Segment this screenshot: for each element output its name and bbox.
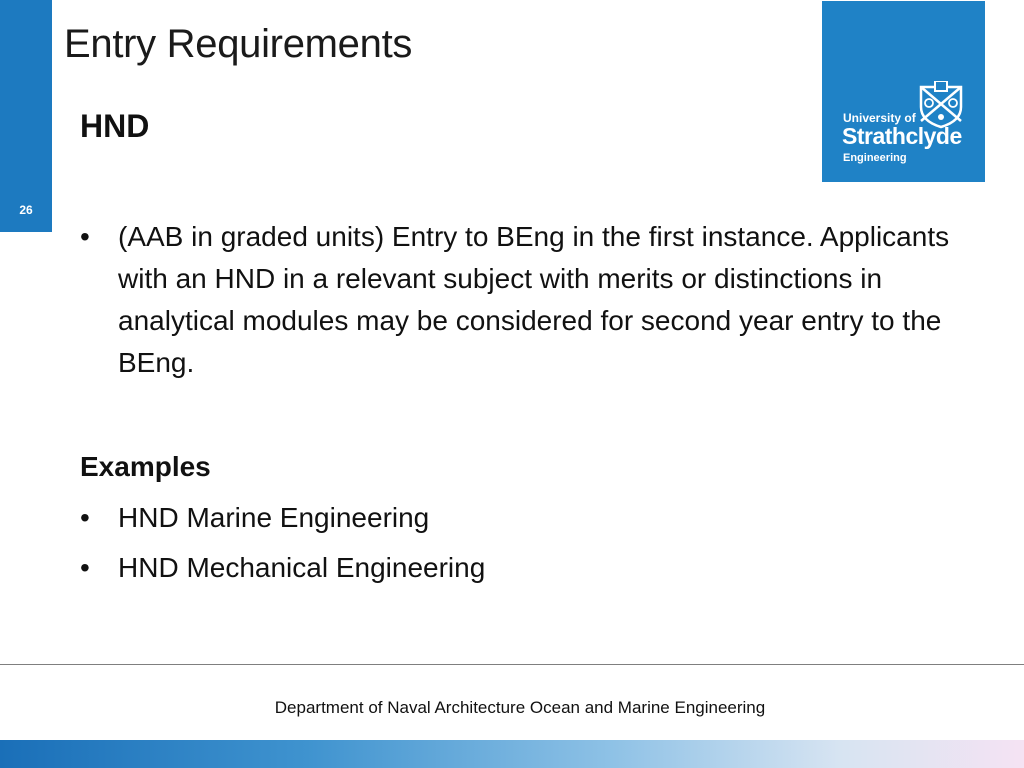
university-logo [822, 1, 985, 182]
crest-icon [917, 81, 965, 129]
list-item: • (AAB in graded units) Entry to BEng in the first instance. Applicants with an HND in a relevant subject with merits or distinctions in analytical modules may be considered for second year entry to the BEng. [80, 216, 950, 384]
logo-line-strathclyde: Strathclyde [842, 123, 962, 149]
list-item: • HND Mechanical Engineering [80, 547, 485, 589]
main-bullet-list [80, 216, 950, 384]
examples-heading: Examples [80, 451, 211, 482]
list-item: • HND Marine Engineering [80, 497, 485, 539]
footer-divider [0, 664, 1024, 665]
examples-bullet-list [80, 497, 485, 597]
slide-number: 26 [19, 203, 33, 217]
footer-department: Department of Naval Architecture Ocean and Marine Engineering [274, 698, 766, 717]
logo-line-engineering: Engineering [843, 152, 907, 164]
bottom-gradient-bar [0, 740, 1024, 768]
logo-line-university-of: University of [843, 111, 916, 125]
section-heading-hnd: HND [80, 108, 150, 144]
slide-title: Entry Requirements [64, 22, 413, 66]
slide-side-bar [0, 0, 52, 232]
